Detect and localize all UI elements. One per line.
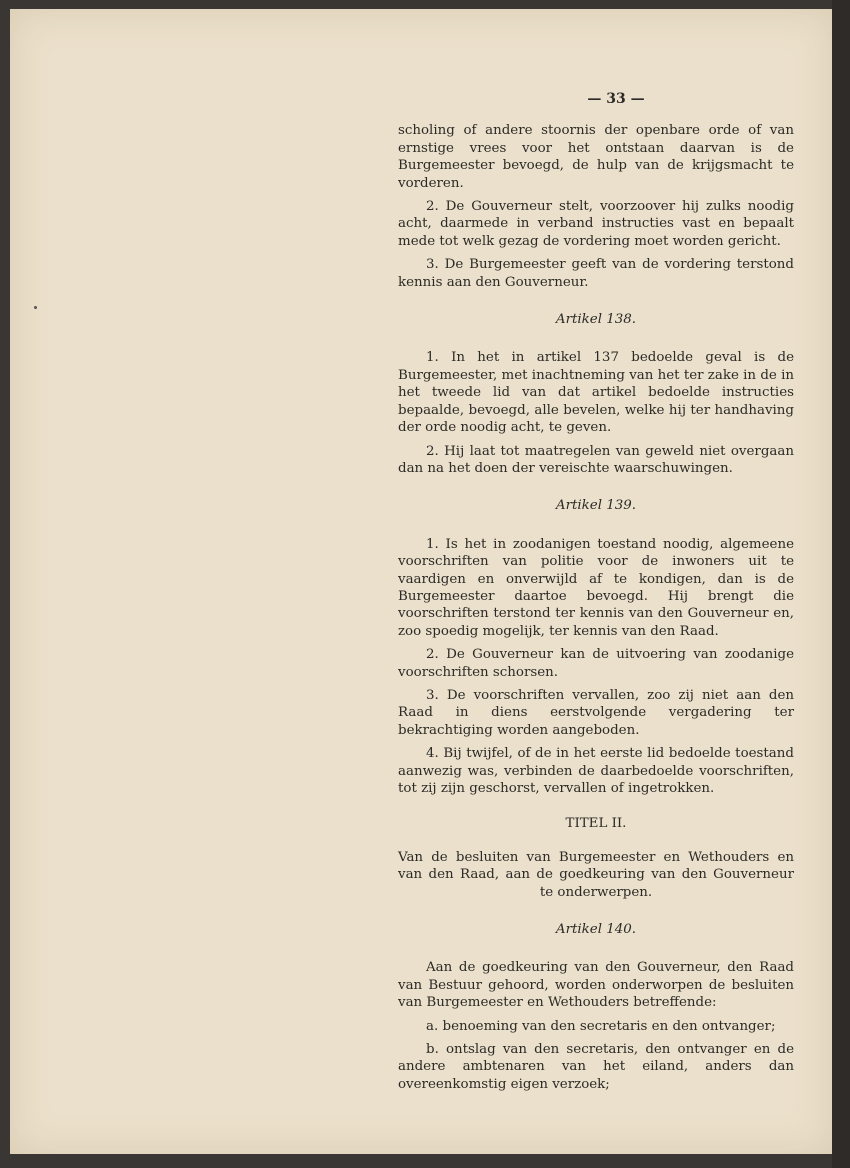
list-item: b. ontslag van den secretaris, den ontvanger en de andere ambtenaren van het eiland, anders dan overeenkomstig eigen verzoek;	[398, 1042, 794, 1092]
page-number: — 33 —	[587, 91, 645, 107]
paragraph: 2. De Gouverneur stelt, voorzoover hij zulks noodig acht, daarmede in verband instructies vast en bepaalt mede tot welk gezag de vordering moet worden gericht.	[398, 199, 794, 249]
title-heading: TITEL II.	[565, 816, 627, 832]
list-item: a. benoeming van den secretaris en den ontvanger;	[426, 1018, 776, 1034]
paragraph: 2. De Gouverneur kan de uitvoering van zoodanige voorschriften schorsen.	[398, 647, 794, 680]
paragraph: 3. De voorschriften vervallen, zoo zij niet aan den Raad in diens eerstvolgende vergadering ter bekrachtiging worden aangeboden.	[398, 687, 794, 738]
paragraph: 1. Is het in zoodanigen toestand noodig, algemeene voorschriften van politie voor de inwoners uit te vaardigen en onverwijld af te kondigen, dan is de Burgemeester daartoe bevoegd. Hij brengt die voorschriften terstond ter kennis van den Gouverneur en, zoo spoedig mogelijk, ter kennis van den Raad.	[398, 536, 794, 639]
article-heading-140: Artikel 140.	[555, 922, 637, 938]
scan-border	[832, 0, 850, 1168]
paragraph: 4. Bij twijfel, of de in het eerste lid bedoelde toestand aanwezig was, verbinden de daarbedoelde voorschriften, tot zij zijn geschorst, vervallen of ingetrokken.	[398, 746, 794, 796]
paper-speck	[34, 306, 37, 309]
paragraph: 2. Hij laat tot maatregelen van geweld niet overgaan dan na het doen der vereischte waarschuwingen.	[398, 443, 794, 476]
paragraph: 1. In het in artikel 137 bedoelde geval is de Burgemeester, met inachtneming van het ter zake in de in het tweede lid van dat artikel bedoelde instructies bepaalde, bevoegd, alle bevelen, welke hij ter handhaving der orde noodig acht, te geven.	[398, 350, 794, 436]
article-heading-138: Artikel 138.	[555, 312, 637, 328]
title-subtitle: Van de besluiten van Burgemeester en Wethouders en van den Raad, aan de goedkeuring van den Gouverneur te onderwerpen.	[398, 849, 794, 900]
document-page	[10, 9, 832, 1154]
article-heading-139: Artikel 139.	[555, 498, 637, 514]
paragraph: 3. De Burgemeester geeft van de vordering terstond kennis aan den Gouverneur.	[398, 257, 794, 290]
text-column	[398, 91, 794, 1099]
paragraph: scholing of andere stoornis der openbare orde of van ernstige vrees voor het ontstaan daarvan is de Burgemeester bevoegd, de hulp van de krijgsmacht te vorderen.	[398, 123, 794, 191]
paragraph: Aan de goedkeuring van den Gouverneur, den Raad van Bestuur gehoord, worden onderworpen de besluiten van Burgemeester en Wethouders betreffende:	[398, 960, 794, 1011]
